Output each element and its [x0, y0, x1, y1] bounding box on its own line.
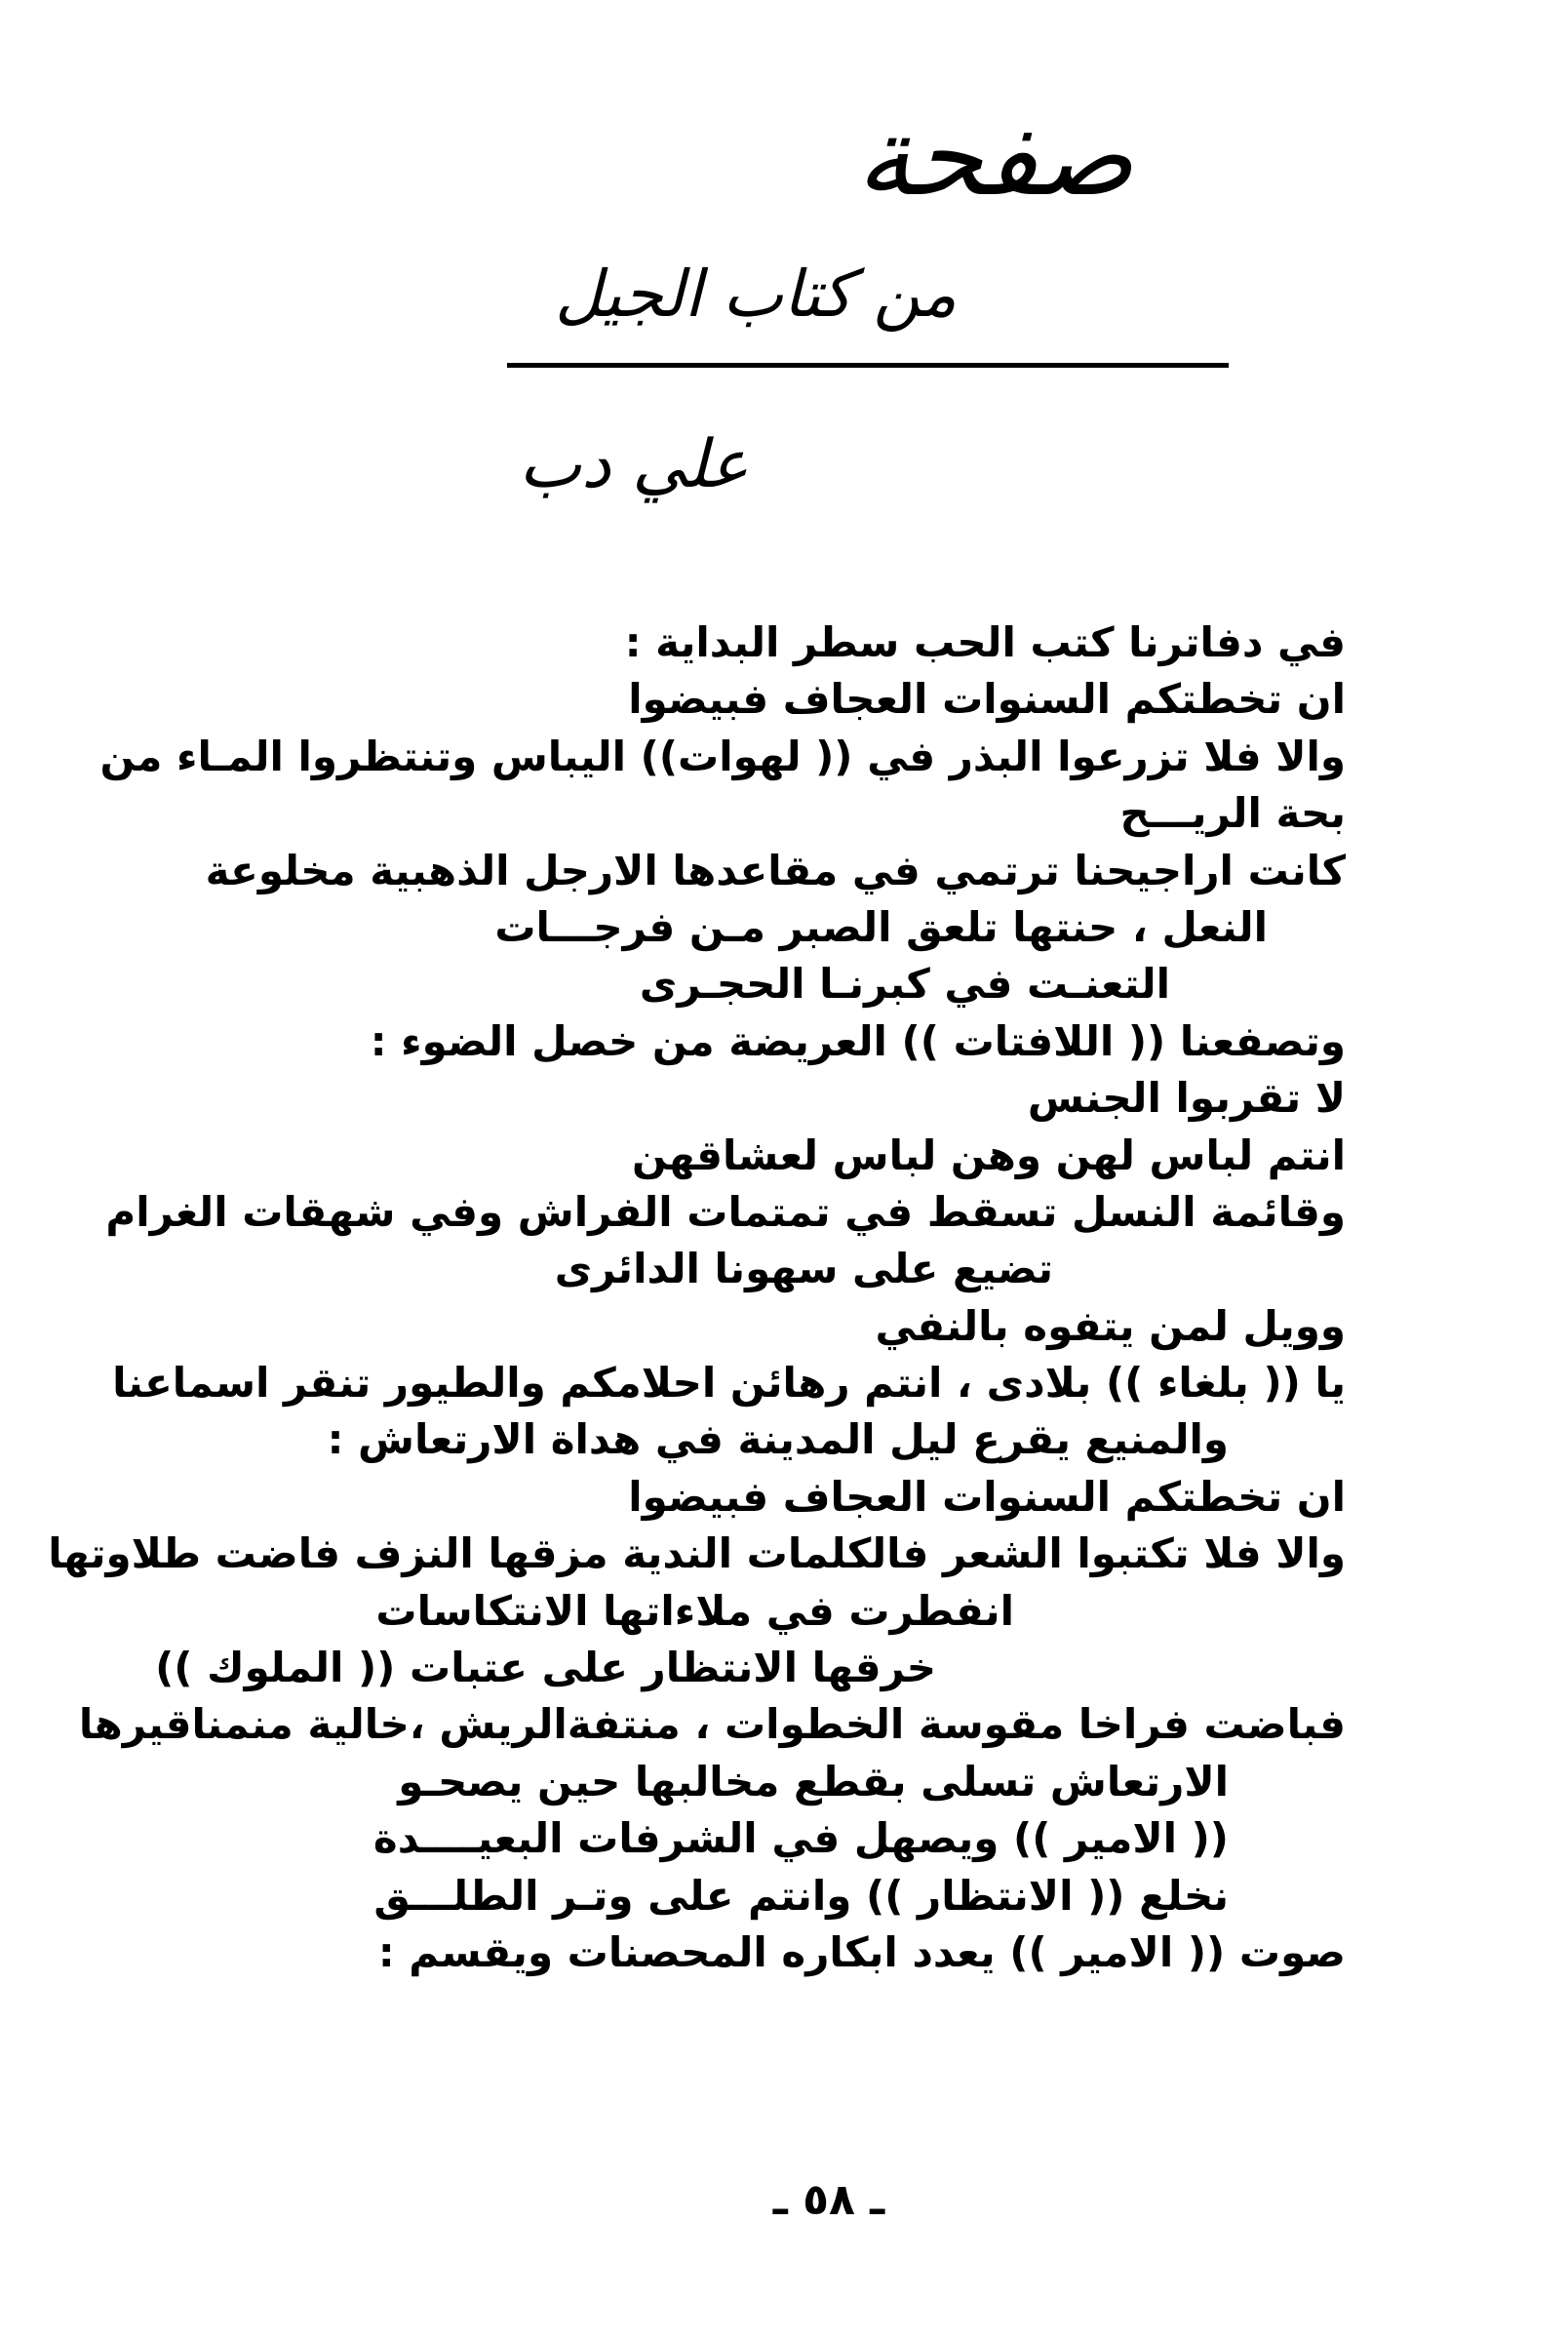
- poem-line: ان تخطتكم السنوات العجاف فبيضوا: [628, 675, 1346, 724]
- poem-line: ان تخطتكم السنوات العجاف فبيضوا: [628, 1472, 1346, 1521]
- poem-line: كانت اراجيحنا ترتمي في مقاعدها الارجل الذهبية مخلوعة: [205, 846, 1346, 894]
- poem-line: (( الامير )) ويصهل في الشرفات البعيــــدة: [372, 1814, 1229, 1863]
- poem-line: لا تقربوا الجنس: [1027, 1074, 1346, 1123]
- poem-line: التعنـت في كبرنـا الحجـرى: [639, 960, 1170, 1009]
- poem-line: نخلع (( الانتظار )) وانتم على وتـر الطلـــق: [373, 1871, 1229, 1920]
- poem-line: النعل ، حنتها تلعق الصبر مـن فرجـــات: [494, 902, 1268, 951]
- poem-line: خرقها الانتظار على عتبات (( الملوك )): [155, 1644, 936, 1692]
- poem-line: صوت (( الامير )) يعدد ابكاره المحصنات ويقسم :: [377, 1927, 1346, 1976]
- poem-line: والمنيع يقرع ليل المدينة في هداة الارتعاش :: [327, 1415, 1229, 1464]
- poem-line: تضيع على سهونا الدائرى: [554, 1245, 1053, 1293]
- poem-line: بحة الريـــح: [1119, 789, 1346, 838]
- poem-line: والا فلا تكتبوا الشعر فالكلمات الندية مزقها النزف فاضت طلاوتها: [48, 1529, 1346, 1578]
- poem-line: وويل لمن يتفوه بالنفي: [875, 1301, 1346, 1350]
- poem-line: في دفاترنا كتب الحب سطر البداية :: [624, 618, 1346, 666]
- poem-line: يا (( بلغاء )) بلادى ، انتم رهائن احلامكم والطيور تنقر اسماعنا: [112, 1359, 1346, 1408]
- poem-line: انتم لباس لهن وهن لباس لعشاقهن: [632, 1131, 1346, 1179]
- page-subheading: من كتاب الجيل: [554, 257, 958, 332]
- poem-body: [48, 615, 1346, 1981]
- page-number: ـ ٥٨ ـ: [772, 2175, 885, 2225]
- page-heading: صفحة: [855, 94, 1134, 220]
- author-name: علي دب: [519, 426, 749, 503]
- poem-line: الارتعاش تسلى بقطع مخالبها حين يصحـو: [398, 1757, 1229, 1805]
- poem-line: والا فلا تزرعوا البذر في (( لهوات)) اليباس وتنتظروا المـاء من: [99, 732, 1346, 780]
- poem-line: وتصفعنا (( اللافتات )) العريضة من خصل الضوء :: [370, 1016, 1346, 1065]
- heading-divider: [507, 363, 1229, 368]
- poem-line: وقائمة النسل تسقط في تمتمات الفراش وفي شهقات الغرام: [105, 1187, 1346, 1236]
- poem-line: فباضت فراخا مقوسة الخطوات ، منتفةالريش ،خالية منمناقيرها: [78, 1700, 1346, 1749]
- poem-line: انفطرت في ملاءاتها الانتكاسات: [375, 1586, 1014, 1635]
